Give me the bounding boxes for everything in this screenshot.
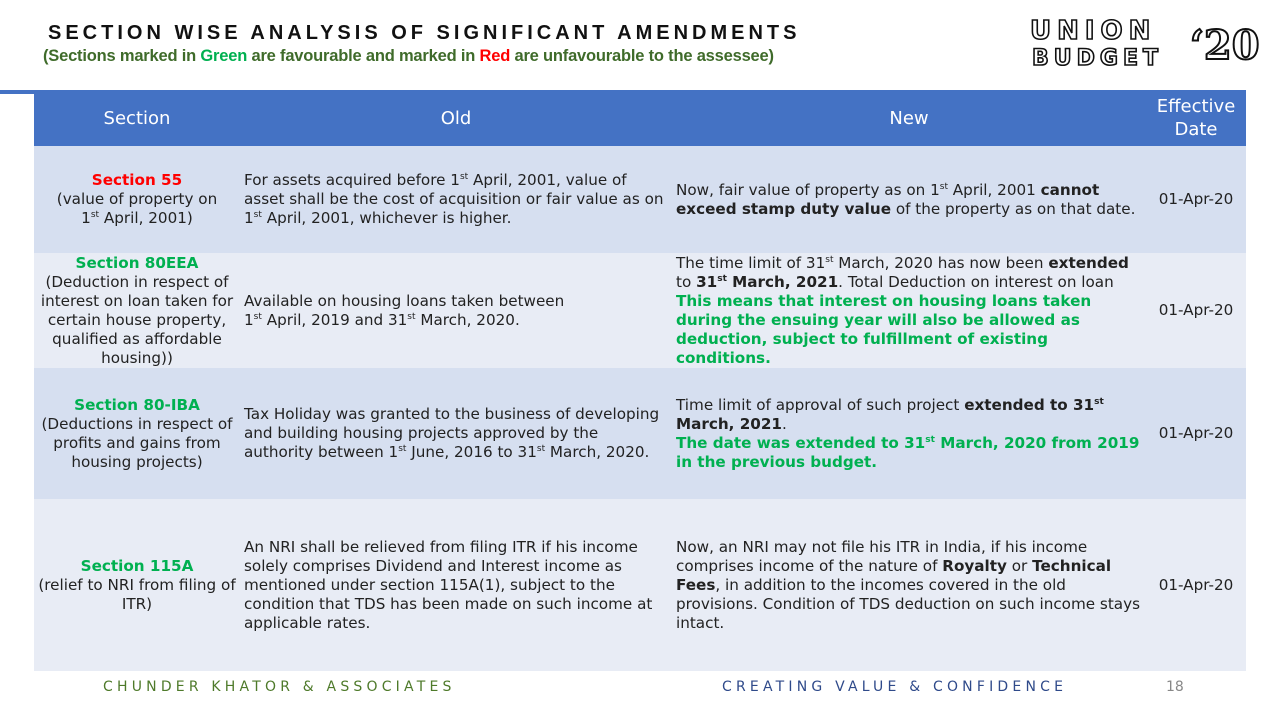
text-run: st <box>939 181 948 192</box>
amendments-table <box>34 90 1246 671</box>
text-run: March, 2020. <box>545 443 650 461</box>
new-provision-cell <box>672 146 1146 253</box>
text-run: 31 <box>696 272 718 291</box>
effective-date-cell: 01-Apr-20 <box>1146 253 1246 368</box>
text-run: st <box>253 311 262 322</box>
new-provision-cell <box>672 499 1146 671</box>
text-run: March, 2020 from 2019 in the previous budget. <box>676 433 1140 471</box>
logo-line1: UNION <box>1030 16 1157 46</box>
text-run: , in addition to the incomes covered in the old provisions. Condition of TDS deduction on such income stays intact. <box>676 575 1141 632</box>
logo-line2: BUDGET <box>1032 46 1163 71</box>
text-run: 1 <box>244 310 254 329</box>
text-run: For assets acquired before 1 <box>244 171 460 189</box>
text-run: March, 2020. <box>415 310 520 329</box>
effective-date-cell: 01-Apr-20 <box>1146 146 1246 253</box>
text-run: (relief to NRI from filing of ITR) <box>38 575 236 613</box>
column-header-new: New <box>672 90 1146 146</box>
table-row <box>34 368 1246 499</box>
section-cell <box>34 146 240 253</box>
text-run: cannot exceed stamp duty value <box>676 180 1100 218</box>
text-run: extended to 31 <box>964 395 1095 414</box>
text-run: Technical Fees <box>676 556 1112 594</box>
text-run: 1 <box>81 209 91 227</box>
text-run: st <box>925 434 935 445</box>
text-run: Now, an NRI may not file his ITR in India, if his income comprises income of the nature of <box>676 537 1088 575</box>
column-header-section: Section <box>34 90 240 146</box>
old-provision-cell <box>240 253 672 368</box>
tagline: CREATING VALUE & CONFIDENCE <box>722 679 1068 695</box>
text-run: April, 2001 <box>947 180 1041 199</box>
text-run: Section 80EEA <box>75 253 199 272</box>
union-budget-logo <box>1030 16 1270 76</box>
section-cell <box>34 368 240 499</box>
text-run: are favourable and marked in <box>247 47 480 65</box>
column-header-old: Old <box>240 90 672 146</box>
text-run: Royalty <box>942 556 1007 575</box>
section-cell <box>34 253 240 368</box>
text-run: or <box>1006 556 1033 575</box>
text-run: March, 2021 <box>726 272 839 291</box>
text-run: The date was extended to 31 <box>676 433 926 452</box>
text-run: Section 115A <box>80 556 194 575</box>
text-run: This means that interest on housing loans taken during the ensuing year will also be allowed as deduction, subject to fulfillment of existing conditions. <box>676 291 1092 367</box>
table-header-row <box>34 90 1246 146</box>
text-run: Available on housing loans taken between <box>244 291 565 310</box>
text-run: st <box>536 443 546 454</box>
text-run: Now, fair value of property as on 1 <box>676 180 940 199</box>
table-row <box>34 499 1246 671</box>
text-run: st <box>825 254 834 265</box>
effective-date-cell: 01-Apr-20 <box>1146 368 1246 499</box>
text-run: April, 2001) <box>99 209 193 227</box>
text-run: Time limit of approval of such project <box>676 395 965 414</box>
text-run: st <box>407 311 416 322</box>
accent-bar <box>0 90 34 94</box>
text-run: Green <box>200 47 248 65</box>
text-run: . <box>782 414 787 433</box>
text-run: st <box>398 443 407 454</box>
column-header-effective-date: Effective Date <box>1146 90 1246 146</box>
text-run: June, 2016 to 31 <box>406 443 537 461</box>
text-run: (value of property on <box>56 190 218 208</box>
new-provision-cell <box>672 368 1146 499</box>
text-run: st <box>459 171 469 182</box>
text-run: (Sections marked in <box>43 47 201 65</box>
text-run: April, 2001, value of asset shall be the cost of acquisition or fair value as on 1 <box>244 171 664 227</box>
section-cell <box>34 499 240 671</box>
text-run: An NRI shall be relieved from filing ITR if his income solely comprises Dividend and Interest income as mentioned under section 115A(1), subject to the condition that TDS has been made on such income at applicable rates. <box>244 537 653 632</box>
text-run: April, 2001, whichever is higher. <box>261 209 512 227</box>
firm-name: CHUNDER KHATOR & ASSOCIATES <box>103 679 456 695</box>
text-run: are unfavourable to the assessee) <box>510 47 774 65</box>
old-provision-cell <box>240 499 672 671</box>
page-title: SECTION WISE ANALYSIS OF SIGNIFICANT AMENDMENTS <box>48 22 801 44</box>
logo-year: ‘20 <box>1190 22 1260 69</box>
text-run: of the property as on that date. <box>891 199 1136 218</box>
text-run: Red <box>479 47 511 65</box>
old-provision-cell <box>240 368 672 499</box>
text-run: Section 55 <box>91 171 183 189</box>
text-run: Section 80-IBA <box>74 395 200 414</box>
text-run: Tax Holiday was granted to the business of developing and building housing projects approved by the authority between 1 <box>244 405 660 461</box>
text-run: st <box>717 273 727 284</box>
subtitle-legend <box>43 47 774 66</box>
text-run: st <box>90 209 100 220</box>
new-provision-cell <box>672 253 1146 368</box>
text-run: st <box>1094 396 1104 407</box>
text-run: extended <box>1048 253 1129 272</box>
text-run: (Deduction in respect of interest on loan taken for certain house property, qualified as affordable housing)) <box>40 272 234 367</box>
table-row <box>34 253 1246 368</box>
text-run: April, 2019 and 31 <box>261 310 408 329</box>
old-provision-cell <box>240 146 672 253</box>
text-run: The time limit of 31 <box>676 253 826 272</box>
text-run: March, 2021 <box>676 414 782 433</box>
table-row <box>34 146 1246 253</box>
effective-date-cell: 01-Apr-20 <box>1146 499 1246 671</box>
text-run: . Total Deduction on interest on loan <box>838 272 1114 291</box>
text-run: st <box>253 209 262 220</box>
text-run: to <box>676 272 697 291</box>
page-number: 18 <box>1166 679 1184 695</box>
text-run: (Deductions in respect of profits and gains from housing projects) <box>41 414 233 471</box>
text-run: March, 2020 has now been <box>833 253 1049 272</box>
